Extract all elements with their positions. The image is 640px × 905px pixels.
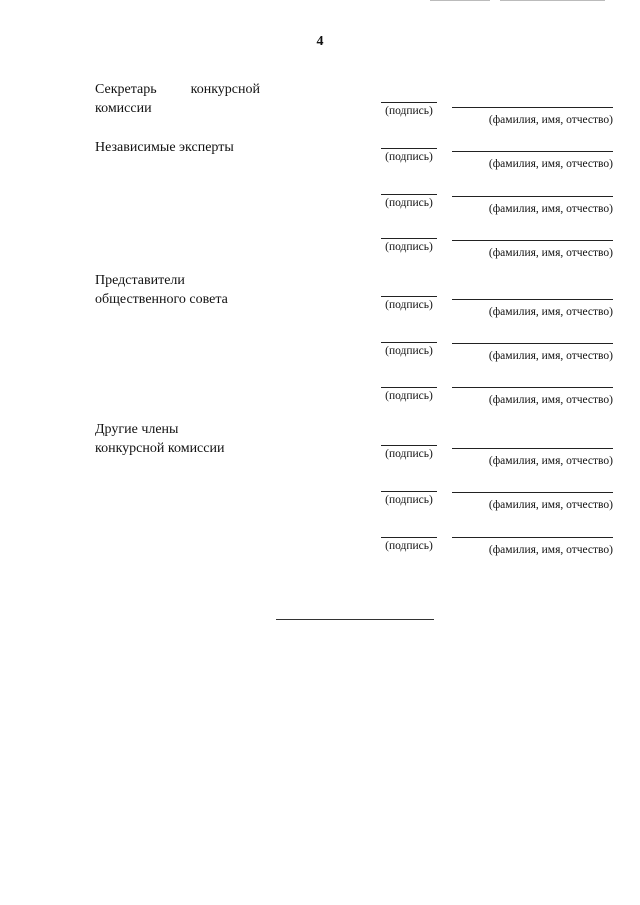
- section-experts: [95, 138, 260, 157]
- scan-header-marks: [430, 0, 605, 3]
- full-name-field: (фамилия, имя, отчество): [452, 299, 613, 318]
- full-name-field: (фамилия, имя, отчество): [452, 240, 613, 259]
- closing-divider: [276, 619, 434, 620]
- others-label-line1: Другие члены: [95, 422, 179, 437]
- council-label-line1: Представители: [95, 273, 185, 288]
- section-secretary: [95, 80, 260, 118]
- secretary-label-line2: комиссии: [95, 101, 152, 116]
- signature-field: (подпись): [381, 537, 437, 552]
- section-council: [95, 271, 260, 309]
- signature-field: (подпись): [381, 238, 437, 253]
- signature-field: (подпись): [381, 194, 437, 209]
- experts-label: Независимые эксперты: [95, 140, 234, 155]
- section-others: [95, 420, 260, 458]
- signature-field: (подпись): [381, 491, 437, 506]
- others-label-line2: конкурсной комиссии: [95, 441, 225, 456]
- full-name-field: (фамилия, имя, отчество): [452, 448, 613, 467]
- signature-field: (подпись): [381, 102, 437, 117]
- full-name-field: (фамилия, имя, отчество): [452, 107, 613, 126]
- signature-field: (подпись): [381, 445, 437, 460]
- full-name-field: (фамилия, имя, отчество): [452, 387, 613, 406]
- page-number: 4: [316, 34, 324, 49]
- signature-field: (подпись): [381, 342, 437, 357]
- signature-field: (подпись): [381, 387, 437, 402]
- full-name-field: (фамилия, имя, отчество): [452, 196, 613, 215]
- full-name-field: (фамилия, имя, отчество): [452, 492, 613, 511]
- signature-field: (подпись): [381, 296, 437, 311]
- council-label-line2: общественного совета: [95, 292, 228, 307]
- full-name-field: (фамилия, имя, отчество): [452, 537, 613, 556]
- signature-field: (подпись): [381, 148, 437, 163]
- secretary-label-word2: конкурсной: [190, 82, 260, 97]
- full-name-field: (фамилия, имя, отчество): [452, 151, 613, 170]
- full-name-field: (фамилия, имя, отчество): [452, 343, 613, 362]
- secretary-label-word1: Секретарь: [95, 82, 157, 97]
